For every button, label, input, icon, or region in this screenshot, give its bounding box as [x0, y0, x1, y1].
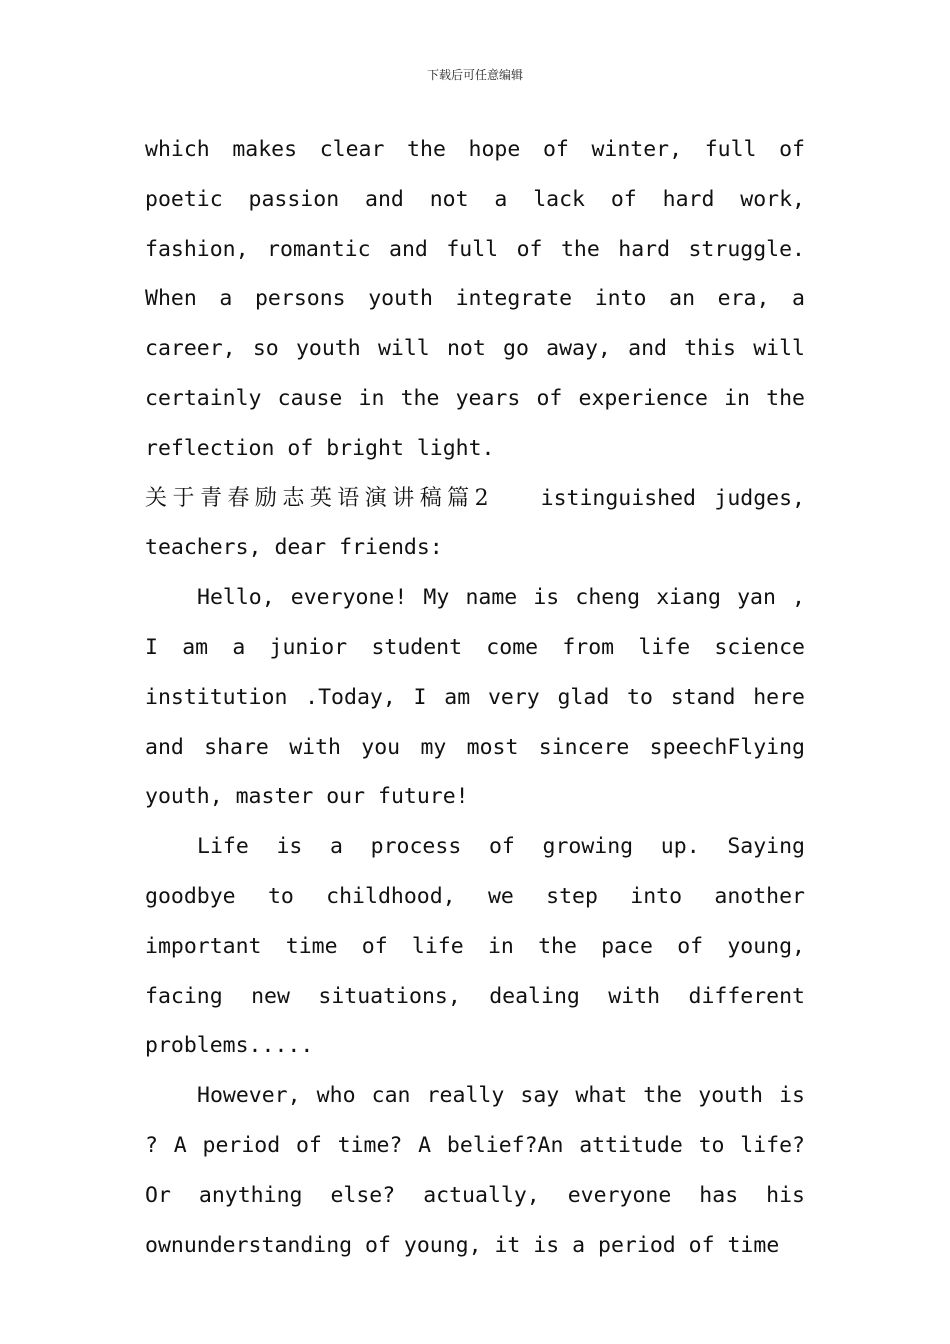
paragraph-3: Life is a process of growing up. Saying goodbye to childhood, we step into another important time of life in the pace of young, facing new situations, dealing with different problems..... [145, 834, 805, 1059]
section-heading-paragraph [145, 474, 805, 574]
paragraph-2: Hello, everyone! My name is cheng xiang yan , I am a junior student come from life science institution .Today, I am very glad to stand here and share with you my most sincere speechFlying youth, master our future! [145, 585, 805, 810]
paragraph-4: However, who can really say what the youth is ? A period of time? A belief?An attitude to life? Or anything else? actually, everyone has his ownunderstanding of young, it is a period of time [145, 1083, 805, 1258]
document-body [145, 125, 805, 1270]
section-heading: 关于青春励志英语演讲稿篇2 [145, 485, 489, 511]
salutation: istinguished judges, teachers, dear friends: [145, 485, 805, 561]
page-header: 下载后可任意编辑 [426, 68, 523, 82]
paragraph-1: which makes clear the hope of winter, full of poetic passion and not a lack of hard work, fashion, romantic and full of the hard struggle. When a persons youth integrate into an era, a career, so youth will not go away, and this will certainly cause in the years of experience in the reflection of bright light. [145, 137, 805, 461]
